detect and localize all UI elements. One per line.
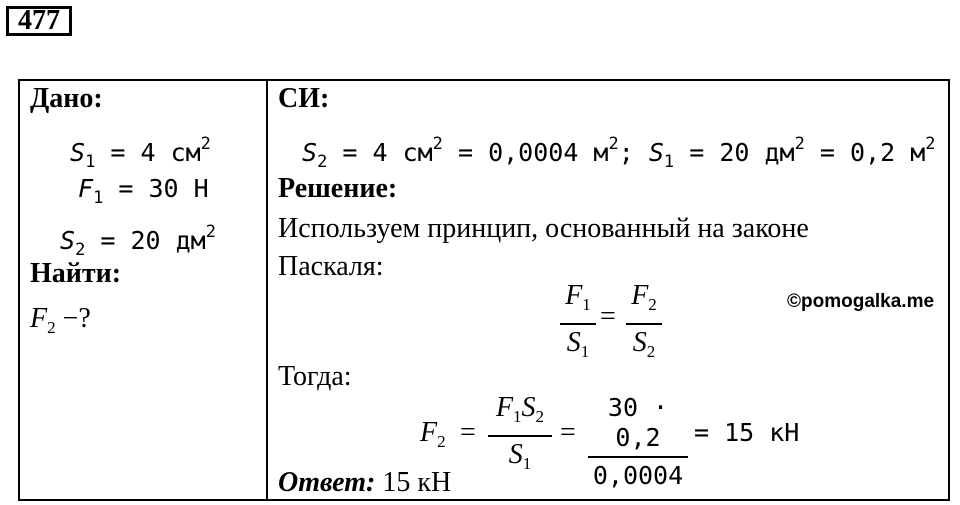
solution-text-line2: Паскаля: (278, 251, 384, 282)
pascal-equals: = (600, 301, 616, 332)
given-s2: $S_2 = 20$ $дм^2$ (60, 222, 216, 260)
given-heading: Дано: (30, 83, 103, 114)
formula-frac2: 30 · 0,2 0,0004 (588, 393, 688, 491)
problem-number: 477 (6, 6, 72, 36)
solution-heading: Решение: (278, 173, 398, 204)
given-f1: $F_1 = 30$ Н (78, 174, 209, 208)
pascal-frac-left: $F_1$ $S_1$ (560, 281, 596, 367)
find-heading: Найти: (30, 258, 122, 289)
formula-lhs: $F_2$ (420, 417, 446, 451)
find-value: $F_2$ −? (30, 303, 91, 337)
pascal-frac-right: $F_2$ $S_2$ (626, 281, 662, 367)
then-label: Тогда: (278, 361, 352, 392)
formula-frac1: $F_1S_2$ $S_1$ (488, 393, 552, 479)
watermark: ©pomogalka.me (787, 291, 935, 312)
solution-table (18, 79, 950, 501)
formula-eq1: = (460, 417, 476, 448)
si-conversion: $S_2 = 4$ $см^2 = 0,0004$ $м^2$; $S_1 = 20$ $дм^2 = 0,2$ $м^2$ (302, 134, 936, 172)
column-divider (266, 81, 268, 499)
si-heading: СИ: (278, 83, 330, 114)
answer: Ответ: 15 кН (278, 467, 452, 498)
formula-result: = 15 кН (694, 418, 800, 447)
solution-text-line1: Используем принцип, основанный на законе (278, 213, 809, 244)
formula-eq2: = (560, 417, 576, 448)
given-s1: $S_1 = 4$ $см^2$ (70, 134, 211, 172)
